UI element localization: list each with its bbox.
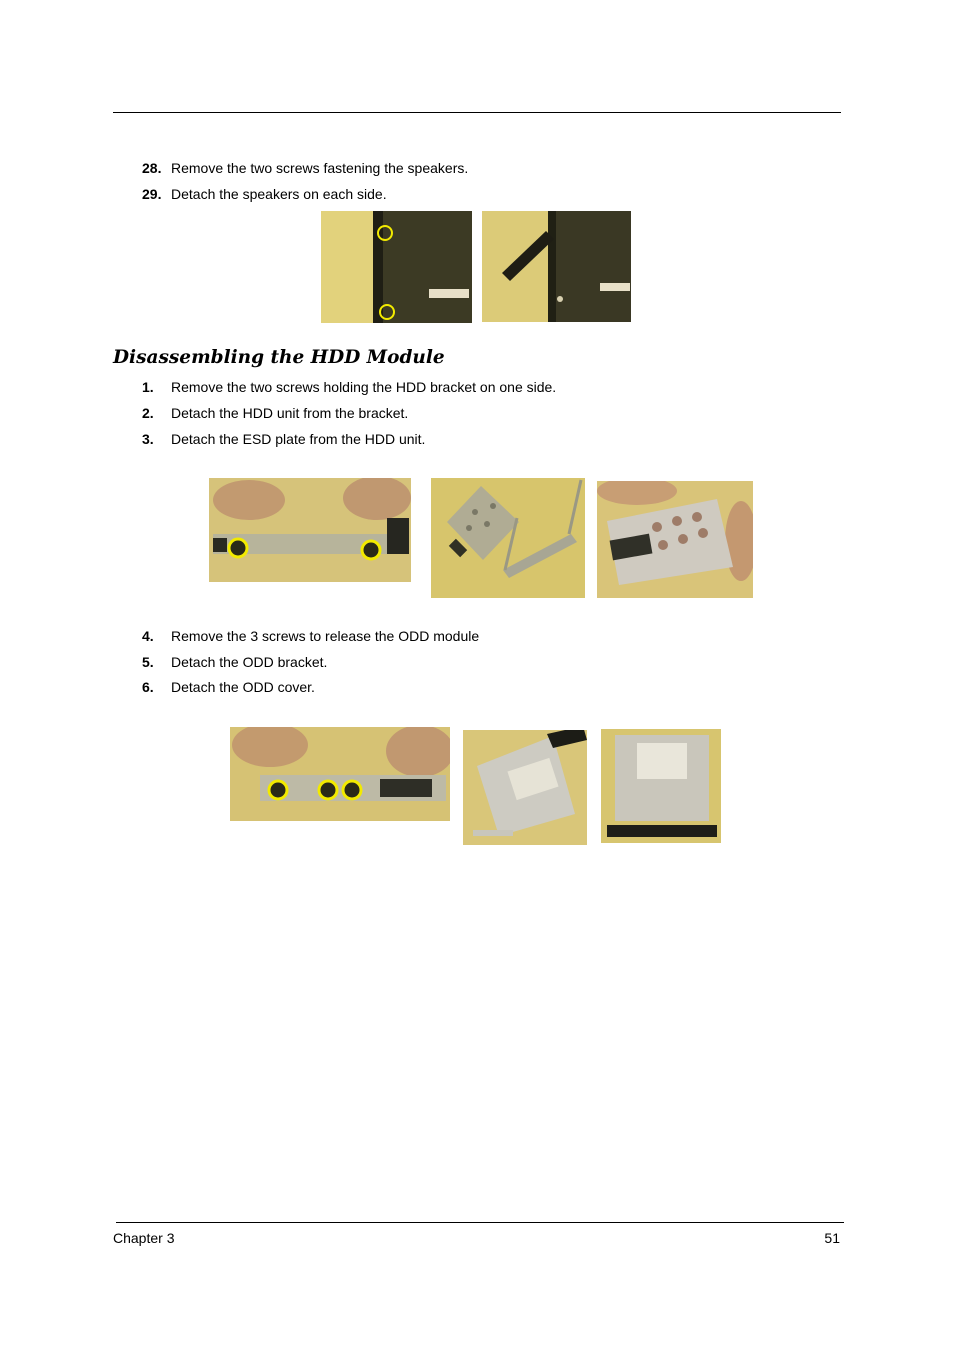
section-title: Disassembling the HDD Module <box>113 347 445 368</box>
step-text: Detach the speakers on each side. <box>171 186 387 202</box>
step-1 <box>142 378 556 396</box>
step-text: Detach the ESD plate from the HDD unit. <box>171 431 426 447</box>
step-3 <box>142 430 425 448</box>
step-number: 5. <box>142 654 154 670</box>
step-number: 4. <box>142 628 154 644</box>
step-number: 29. <box>142 186 162 202</box>
step-text: Detach the HDD unit from the bracket. <box>171 405 409 421</box>
photo-odd-cover <box>601 729 721 843</box>
step-29 <box>142 185 387 203</box>
step-4 <box>142 627 479 645</box>
step-number: 6. <box>142 679 154 695</box>
photo-hdd-detached <box>431 478 585 598</box>
photo-hdd-bracket-screws <box>209 478 411 582</box>
photo-esd-plate <box>597 481 753 598</box>
step-text: Remove the 3 screws to release the ODD module <box>171 628 480 644</box>
photo-odd-screws <box>230 727 450 821</box>
step-text: Detach the ODD bracket. <box>171 654 328 670</box>
photo-speaker-detached <box>482 211 631 322</box>
step-text: Remove the two screws holding the HDD bracket on one side. <box>171 379 557 395</box>
step-number: 28. <box>142 160 162 176</box>
header-rule <box>113 112 841 113</box>
step-text: Remove the two screws fastening the speakers. <box>171 160 469 176</box>
footer-rule <box>116 1222 844 1223</box>
step-number: 2. <box>142 405 154 421</box>
photo-speaker-screws <box>321 211 472 323</box>
step-number: 1. <box>142 379 154 395</box>
step-5 <box>142 653 327 671</box>
step-6 <box>142 678 315 696</box>
step-2 <box>142 404 408 422</box>
photo-odd-bracket <box>463 730 587 845</box>
footer-chapter: Chapter 3 <box>113 1230 175 1246</box>
step-number: 3. <box>142 431 154 447</box>
step-28 <box>142 159 468 177</box>
footer-page-number: 51 <box>824 1230 840 1246</box>
step-text: Detach the ODD cover. <box>171 679 315 695</box>
